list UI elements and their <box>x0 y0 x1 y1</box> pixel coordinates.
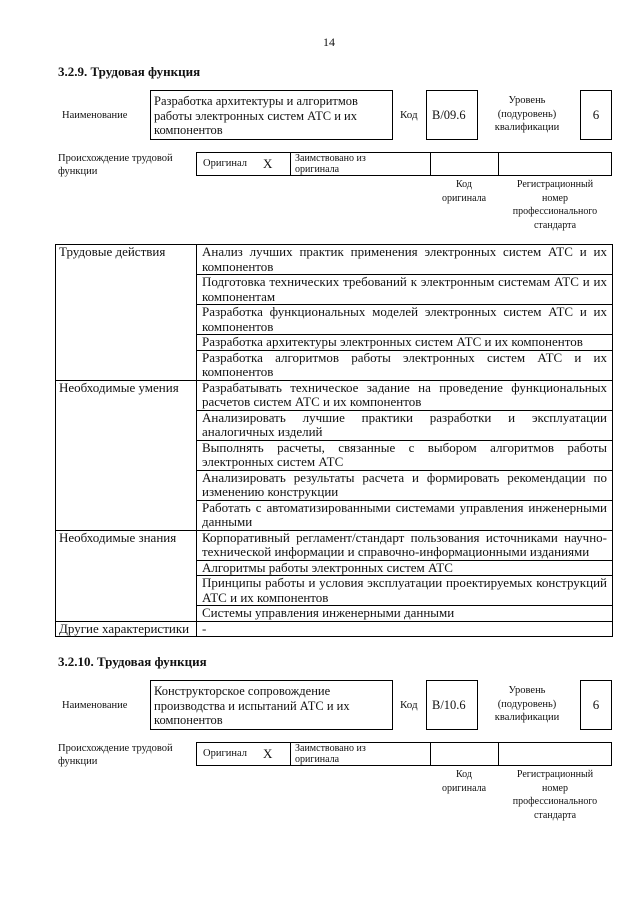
table-row <box>56 380 613 410</box>
table-row <box>56 621 613 637</box>
section-heading: 3.2.10. Трудовая функция <box>58 654 207 669</box>
table-cell-item: Выполнять расчеты, связанные с выбором алгоритмов работы электронных систем АТС <box>197 440 613 470</box>
registration-number-caption: Регистрационный номер профессионального стандарта <box>512 769 598 821</box>
table-cell-item: Разрабатывать техническое задание на проведение функциональных расчетов систем АТС и их компонентов <box>197 380 613 410</box>
group-title-required-knowledge: Необходимые знания <box>56 530 197 621</box>
code-label: Код <box>400 109 418 121</box>
qualification-level-label: Уровень (подуровень) квалификации <box>494 685 560 723</box>
original-cell <box>197 153 291 175</box>
table-row <box>56 245 613 275</box>
function-code-field: B/09.6 <box>426 90 478 140</box>
borrowed-cell <box>291 153 431 175</box>
original-check-mark: X <box>263 156 273 171</box>
original-code-caption: Код оригинала <box>441 179 487 204</box>
page-number: 14 <box>323 35 335 49</box>
code-label: Код <box>400 699 418 711</box>
origin-table <box>196 152 612 176</box>
section-heading: 3.2.9. Трудовая функция <box>58 64 201 79</box>
original-check-mark: X <box>263 746 273 761</box>
table-cell-item: Разработка архитектуры электронных систем АТС и их компонентов <box>197 335 613 351</box>
qualification-level-field: 6 <box>580 680 612 730</box>
table-cell-item: Анализировать лучшие практики разработки и эксплуатации аналогичных изделий <box>197 410 613 440</box>
function-name-field: Конструкторское сопровождение производства и испытаний АТС и их компонентов <box>150 680 393 730</box>
table-cell-item: Анализировать результаты расчета и формировать рекомендации по изменению конструкции <box>197 470 613 500</box>
registration-number-cell <box>499 743 611 765</box>
labor-function-header <box>0 64 640 234</box>
origin-table <box>196 742 612 766</box>
function-details <box>0 244 640 637</box>
table-cell-item: Разработка алгоритмов работы электронных систем АТС и их компонентов <box>197 350 613 380</box>
function-name-field: Разработка архитектуры и алгоритмов работы электронных систем АТС и их компонентов <box>150 90 393 140</box>
registration-number-caption: Регистрационный номер профессионального стандарта <box>512 179 598 231</box>
table-cell-item: Разработка функциональных моделей электронных систем АТС и их компонентов <box>197 305 613 335</box>
origin-label: Происхождение трудовой функции <box>58 743 173 767</box>
origin-label: Происхождение трудовой функции <box>58 153 173 177</box>
function-code-field: B/10.6 <box>426 680 478 730</box>
group-title-other-characteristics: Другие характеристики <box>56 621 197 637</box>
table-cell-item: Подготовка технических требований к электронным системам АТС и их компонентам <box>197 275 613 305</box>
table-cell-item: Принципы работы и условия эксплуатации проектируемых конструкций АТС и их компонентов <box>197 576 613 606</box>
group-title-labor-actions: Трудовые действия <box>56 245 197 381</box>
table-cell-item: - <box>197 621 613 637</box>
name-label: Наименование <box>62 110 128 121</box>
table-cell-item: Системы управления инженерными данными <box>197 606 613 622</box>
original-label: Оригинал <box>203 748 247 759</box>
function-details-table <box>55 244 613 637</box>
table-cell-item: Алгоритмы работы электронных систем АТС <box>197 560 613 576</box>
table-cell-item: Работать с автоматизированными системами управления инженерными данными <box>197 500 613 530</box>
table-cell-item: Корпоративный регламент/стандарт пользования источниками научно-технической информации и справочно-информационными изданиями <box>197 530 613 560</box>
borrowed-label: Заимствовано из оригинала <box>295 743 366 765</box>
original-code-cell <box>431 743 499 765</box>
registration-number-cell <box>499 153 611 175</box>
labor-function-header <box>0 654 640 824</box>
original-code-cell <box>431 153 499 175</box>
group-title-required-skills: Необходимые умения <box>56 380 197 530</box>
original-label: Оригинал <box>203 158 247 169</box>
original-code-caption: Код оригинала <box>441 769 487 794</box>
table-cell-item: Анализ лучших практик применения электронных систем АТС и их компонентов <box>197 245 613 275</box>
borrowed-cell <box>291 743 431 765</box>
qualification-level-label: Уровень (подуровень) квалификации <box>494 95 560 133</box>
original-cell <box>197 743 291 765</box>
table-row <box>56 530 613 560</box>
borrowed-label: Заимствовано из оригинала <box>295 153 366 175</box>
name-label: Наименование <box>62 700 128 711</box>
qualification-level-field: 6 <box>580 90 612 140</box>
